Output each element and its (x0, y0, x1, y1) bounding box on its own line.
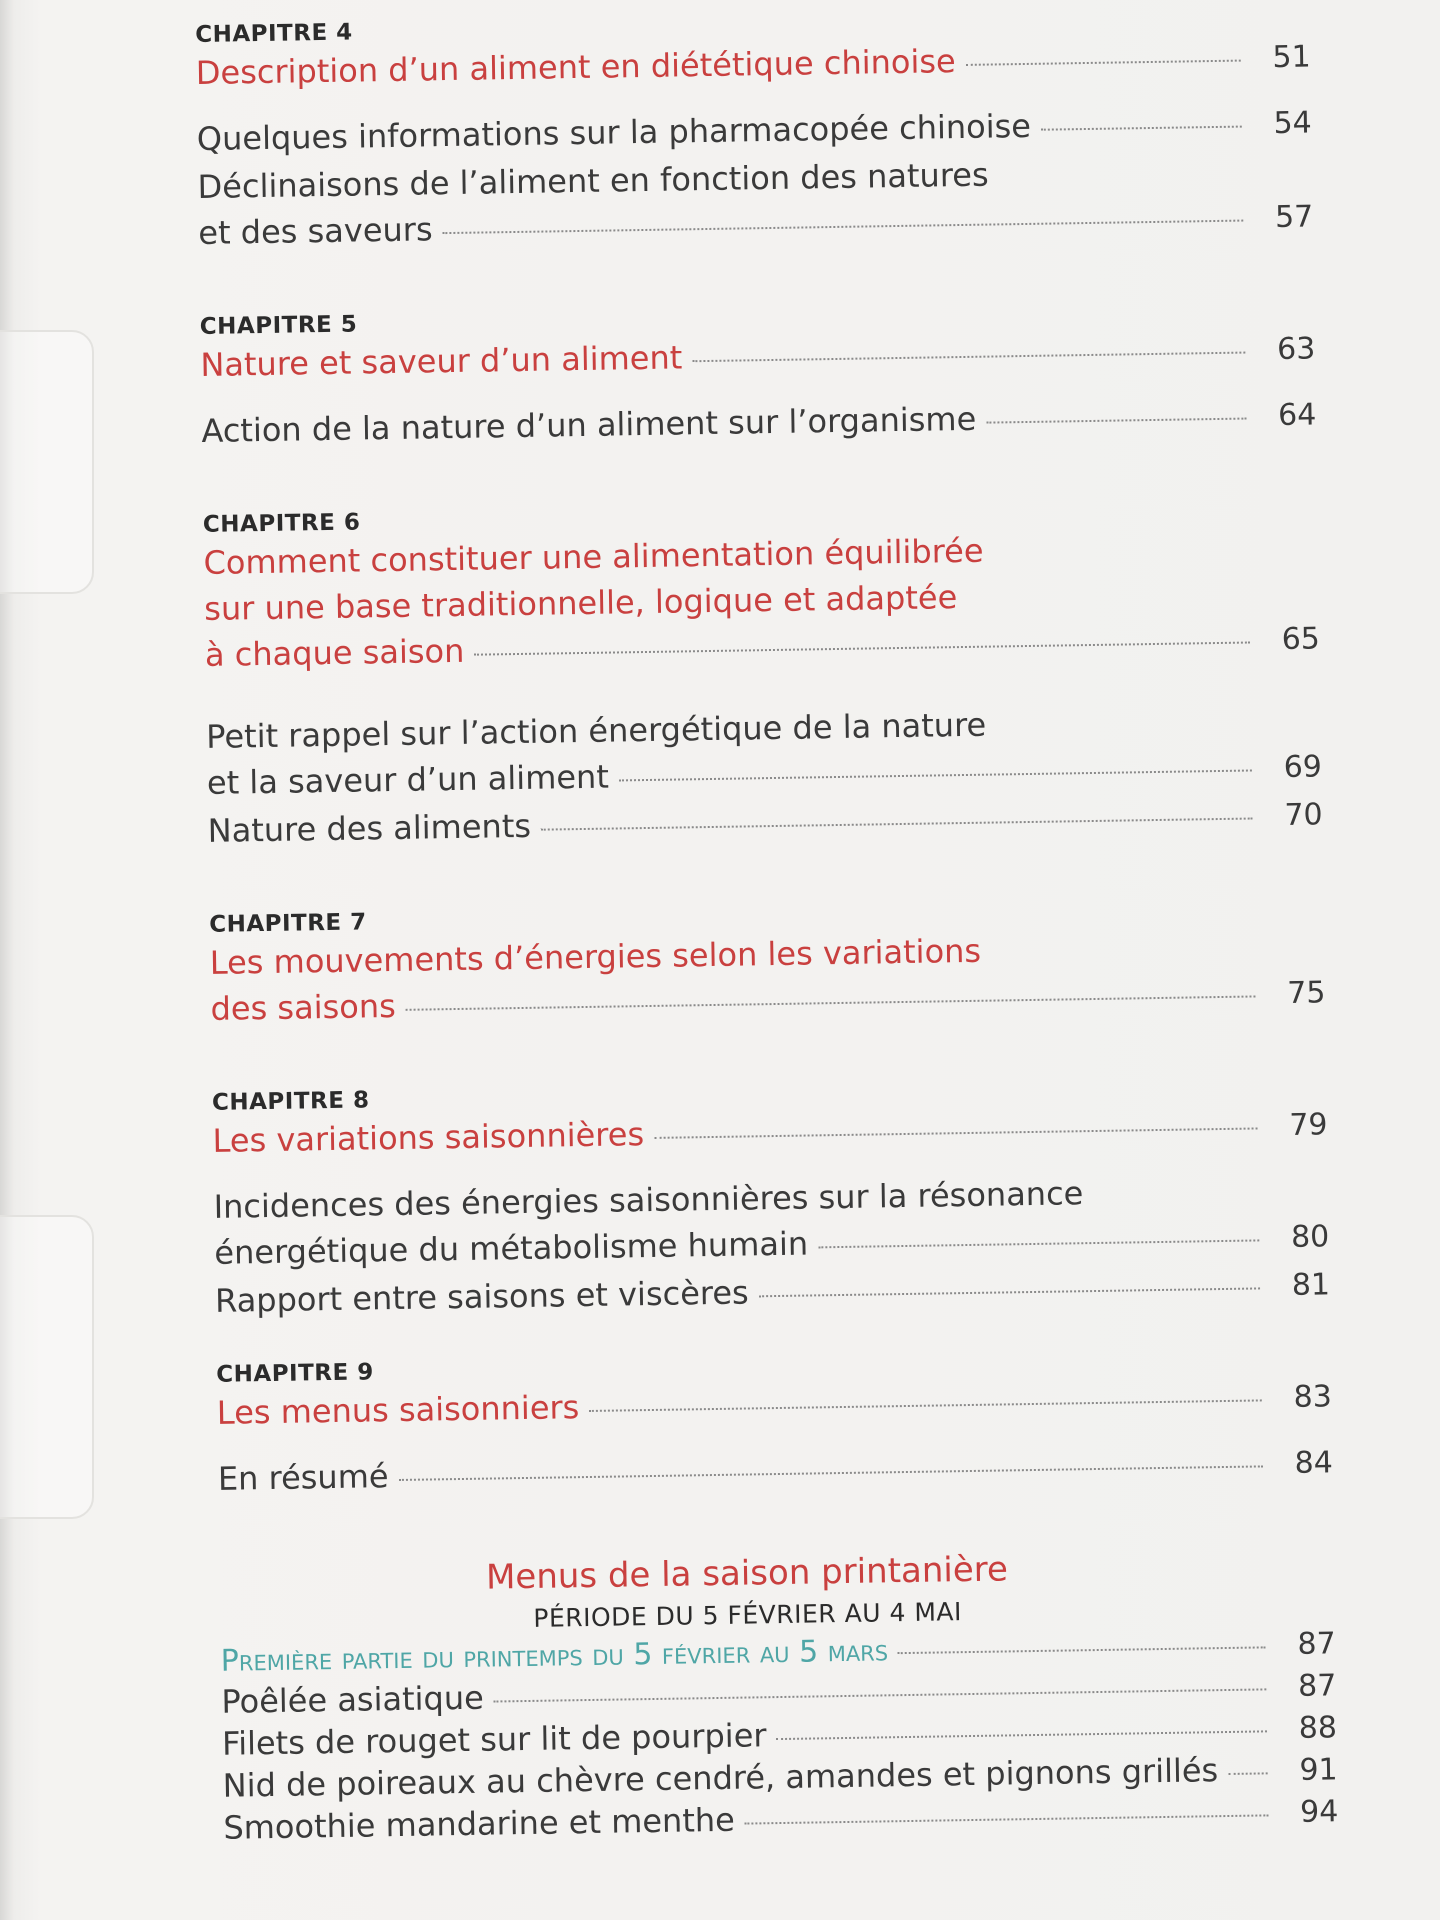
chapter-5 (200, 294, 1317, 455)
page-number: 87 (1297, 1626, 1336, 1662)
entry-text: Filets de rouget sur lit de pourpier (221, 1716, 767, 1763)
chapter-title-line3: à chaque saison (204, 631, 465, 674)
dot-leader (1228, 1772, 1267, 1775)
chapter-8 (212, 1070, 1331, 1325)
dot-leader (818, 1239, 1259, 1248)
page-number: 63 (1276, 331, 1316, 368)
entry-text: Nid de poireaux au chèvre cendré, amandes et pignons grillés (222, 1751, 1219, 1805)
dot-leader (399, 1465, 1263, 1481)
chapter-title-line2: des saisons (210, 986, 397, 1028)
binder-tab-top (0, 330, 94, 594)
spring-menus-section (219, 1540, 1338, 1849)
chapter-title-line1[interactable]: Les mouvements d’énergies selon les variations (209, 931, 982, 982)
dot-leader (474, 642, 1250, 656)
dot-leader (443, 220, 1244, 235)
dot-leader (759, 1287, 1260, 1297)
chapter-label: CHAPITRE 5 (199, 311, 358, 340)
page-number: 79 (1289, 1107, 1328, 1143)
dot-leader (986, 418, 1246, 424)
entry-text: Rapport entre saisons et viscères (214, 1273, 749, 1320)
dot-leader (966, 60, 1241, 66)
page-number: 83 (1293, 1379, 1333, 1415)
page-number: 70 (1284, 797, 1323, 833)
chapter-label: CHAPITRE 9 (216, 1359, 374, 1388)
chapter-9 (216, 1342, 1333, 1503)
dot-leader (541, 817, 1253, 830)
entry-text: Poêlée asiatique (221, 1678, 485, 1721)
chapter-label: CHAPITRE 8 (211, 1087, 370, 1116)
entry-text: En résumé (217, 1457, 389, 1498)
chapter-label: CHAPITRE 4 (195, 19, 353, 48)
binder-tab-bottom (0, 1215, 94, 1519)
dot-leader (692, 352, 1245, 363)
entry-text: et des saveurs (198, 210, 433, 252)
dot-leader (494, 1688, 1267, 1702)
section-title: Menus de la saison printanière (485, 1549, 1009, 1598)
chapter-title: Les menus saisonniers (216, 1388, 580, 1432)
dot-leader (619, 769, 1252, 781)
dot-leader (777, 1730, 1268, 1740)
page-number: 75 (1286, 975, 1326, 1011)
entry-text-line1: Petit rappel sur l’action énergétique de la nature (205, 705, 987, 756)
entry-text: Action de la nature d’un aliment sur l’organisme (201, 399, 977, 450)
page-number: 81 (1291, 1267, 1331, 1303)
dot-leader (898, 1646, 1266, 1654)
page-number: 84 (1294, 1445, 1334, 1481)
chapter-title: Description d’un aliment en diététique chinoise (195, 42, 956, 92)
dot-leader (654, 1127, 1257, 1138)
page-number: 88 (1298, 1710, 1338, 1746)
page-number: 69 (1283, 749, 1323, 785)
dot-leader (589, 1399, 1261, 1412)
entry-text: et la saveur d’un aliment (206, 757, 610, 802)
dot-leader (745, 1814, 1269, 1824)
section-subtitle: PÉRIODE DU 5 FÉVRIER AU 4 MAI (533, 1597, 963, 1633)
page-number: 64 (1277, 397, 1317, 434)
page-number: 51 (1272, 39, 1311, 76)
entry-text: énergétique du métabolisme humain (214, 1224, 809, 1272)
page-number: 57 (1274, 199, 1314, 236)
chapter-label: CHAPITRE 7 (209, 909, 367, 938)
table-of-contents (195, 2, 1339, 1849)
page-number: 54 (1273, 105, 1313, 142)
page-number: 87 (1297, 1668, 1337, 1704)
chapter-4 (195, 2, 1314, 257)
chapter-label: CHAPITRE 6 (202, 509, 361, 538)
dot-leader (1041, 126, 1242, 131)
page-number: 80 (1290, 1219, 1330, 1255)
entry-text: Quelques informations sur la pharmacopée chinoise (196, 106, 1032, 158)
chapter-7 (209, 892, 1326, 1033)
dot-leader (406, 995, 1256, 1010)
page-number: 65 (1281, 621, 1321, 658)
chapter-title: Nature et saveur d’un aliment (200, 338, 683, 384)
entry-text: Smoothie mandarine et menthe (223, 1800, 736, 1847)
entry-text: Nature des aliments (207, 806, 532, 850)
chapter-title-line2[interactable]: sur une base traditionnelle, logique et adaptée (203, 578, 958, 628)
chapter-6 (203, 492, 1323, 855)
part-heading: Première partie du printemps du 5 février au 5 mars (220, 1633, 889, 1679)
entry-text-line1: Déclinaisons de l’aliment en fonction des natures (197, 155, 989, 206)
page-number: 94 (1299, 1794, 1339, 1830)
chapter-title: Les variations saisonnières (212, 1115, 645, 1160)
page-number: 91 (1299, 1752, 1338, 1788)
entry-text-line1: Incidences des énergies saisonnières sur la résonance (213, 1174, 1084, 1226)
chapter-title-line1[interactable]: Comment constituer une alimentation équilibrée (203, 531, 984, 582)
